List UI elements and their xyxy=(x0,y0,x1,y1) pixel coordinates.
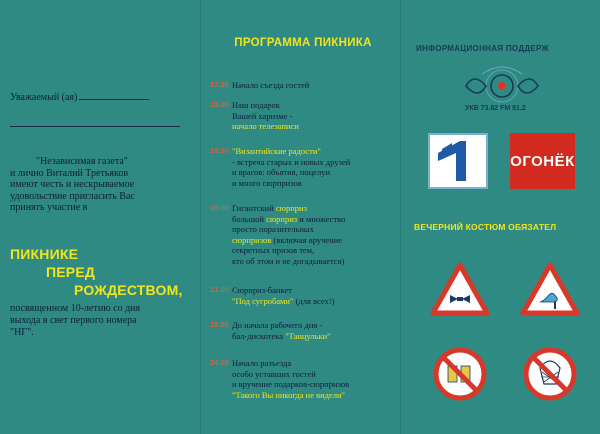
event-line xyxy=(232,358,397,369)
event-text: особо уставших гостей xyxy=(232,368,316,379)
event-time: 19.00 xyxy=(210,203,229,212)
event-name-line-2: ПЕРЕД xyxy=(46,264,96,280)
event-line xyxy=(232,331,397,342)
event-text: (для всех!) xyxy=(293,295,335,306)
event-line xyxy=(232,178,397,189)
event-text: - встреча старых и новых друзей xyxy=(232,156,351,167)
event-highlight: "Под сугробами" xyxy=(232,295,294,306)
event-text: Наш подарок xyxy=(232,100,280,110)
event-text: Гигантский xyxy=(232,203,276,213)
event-text: и врагов: объятия, поцелуи xyxy=(232,167,330,177)
no-boots-sign-icon xyxy=(432,346,488,402)
anniversary-text xyxy=(10,303,195,339)
invitation-panel xyxy=(0,0,200,434)
program-title: ПРОГРАММА ПИКНИКА xyxy=(234,37,372,49)
event-highlight: сюрприз xyxy=(266,213,298,224)
radio-station-logo xyxy=(452,64,552,126)
event-line xyxy=(232,256,397,267)
event-line xyxy=(232,157,397,168)
event-description xyxy=(232,320,397,341)
name-blank-line-2 xyxy=(10,126,180,127)
event-text: большой xyxy=(232,213,267,224)
event-time: 22.00 xyxy=(210,320,229,329)
no-string-bag-sign-icon xyxy=(522,346,578,402)
intro-line: и лично Виталий Третьяков xyxy=(10,167,129,179)
event-text: кто об этом и не догадывается) xyxy=(232,255,345,266)
intro-line: "Независимая газета" xyxy=(36,156,128,167)
event-highlight: "Такого Вы никогда не видели" xyxy=(232,389,346,400)
intro-line: принять участие в xyxy=(10,202,88,213)
dress-code-title: ВЕЧЕРНИЙ КОСТЮМ ОБЯЗАТЕЛ xyxy=(414,222,557,232)
event-line xyxy=(232,121,397,132)
event-line xyxy=(232,100,397,111)
outro-line: выхода в свет первого номера xyxy=(10,315,137,326)
ogonyok-logo: ОГОНЁК xyxy=(510,133,575,189)
event-text: Начало разъезда xyxy=(232,358,292,368)
event-line xyxy=(232,111,397,122)
invitation-text xyxy=(10,156,192,214)
event-line xyxy=(232,296,397,307)
event-time: 24.00 xyxy=(210,358,229,367)
intro-line: удовольствие пригласить Вас xyxy=(10,190,135,202)
name-blank-line xyxy=(79,99,149,100)
event-line xyxy=(232,224,397,235)
event-text: Начало съезда гостей xyxy=(232,80,310,90)
event-line xyxy=(232,203,397,214)
event-text: До начала рабочего дня - xyxy=(232,320,323,330)
event-text: (включая вручение xyxy=(271,234,343,245)
info-support-title: ИНФОРМАЦИОННАЯ ПОДДЕРЖ xyxy=(416,44,550,53)
event-time: 17.30 xyxy=(210,80,229,89)
event-line xyxy=(232,245,397,256)
radio-frequencies: УКВ 73.82 FM 91.2 xyxy=(465,105,526,112)
event-highlight: "Танцульки" xyxy=(285,330,331,341)
event-highlight: начало телезаписи xyxy=(232,121,299,131)
intro-line: имеют честь и нескрываемое xyxy=(10,179,135,190)
greeting xyxy=(10,92,149,103)
outro-line: "НГ". xyxy=(10,327,34,338)
event-line xyxy=(232,369,397,380)
event-time: 21.00 xyxy=(210,285,229,294)
high-heel-sign-icon xyxy=(520,262,580,316)
event-time: 18.30 xyxy=(210,146,229,155)
event-line xyxy=(232,80,397,91)
event-text: Сюрприз-банкет xyxy=(232,285,292,295)
event-description xyxy=(232,146,397,188)
event-text: и много сюрпризов xyxy=(232,177,302,188)
event-text: просто поразительных xyxy=(232,224,314,234)
greeting-text: Уважаемый (ая) xyxy=(10,92,78,103)
event-highlight: сюрприз xyxy=(275,203,307,213)
event-text: бал-дискотека xyxy=(232,330,286,341)
event-text: и множество xyxy=(297,213,346,224)
event-description xyxy=(232,358,397,400)
event-line xyxy=(232,379,397,390)
event-description xyxy=(232,285,397,306)
event-description xyxy=(232,203,397,266)
outro-line: посвященном 10-летию со дня xyxy=(10,303,141,314)
event-description xyxy=(232,80,397,91)
event-text: Вашей харизме - xyxy=(232,110,293,121)
event-text: и вручение подарков-сюрпризов xyxy=(232,379,350,389)
event-highlight: "Византийские радости" xyxy=(232,146,321,156)
event-name-line-3: РОЖДЕСТВОМ, xyxy=(74,282,183,298)
event-line xyxy=(232,320,397,331)
event-line xyxy=(232,285,397,296)
event-line xyxy=(232,167,397,178)
event-line xyxy=(232,390,397,401)
channel-one-logo xyxy=(428,133,488,189)
event-time: 18.00 xyxy=(210,100,229,109)
event-highlight: сюрпризов xyxy=(232,234,272,245)
event-line xyxy=(232,146,397,157)
event-description xyxy=(232,100,397,132)
event-line xyxy=(232,235,397,246)
event-text: секретных призов тем, xyxy=(232,245,315,255)
event-line xyxy=(232,214,397,225)
channel-one-icon xyxy=(430,135,486,187)
program-panel xyxy=(200,0,400,434)
sponsors-panel xyxy=(400,0,600,434)
bow-tie-sign-icon xyxy=(430,262,490,316)
event-name-line-1: ПИКНИКЕ xyxy=(10,246,79,262)
